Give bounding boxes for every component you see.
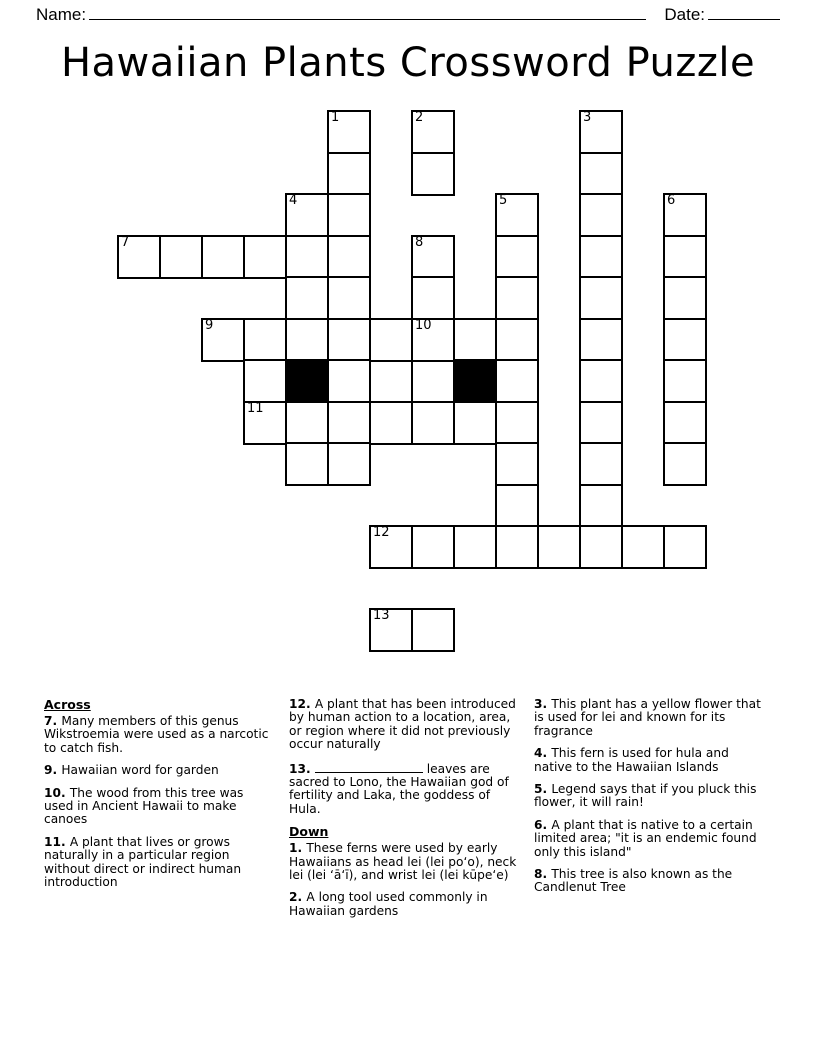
grid-cell[interactable] [327,401,371,445]
grid-block-cell [285,359,329,403]
clue-number: 5. [534,782,552,797]
clue-item [44,787,275,827]
grid-cell-number: 4 [289,193,298,208]
clue-item [44,764,275,777]
grid-cell[interactable] [663,193,707,237]
clue-text: A plant that has been introduced by human action to a location, area, or region where it did not previously occur naturally [289,697,516,752]
grid-cell[interactable] [411,318,455,362]
grid-cell[interactable] [495,318,539,362]
clue-item [289,842,520,882]
clue-number: 3. [534,697,552,711]
clue-number: 9. [44,763,62,778]
grid-cell[interactable] [495,401,539,445]
clue-text: This plant has a yellow flower that is used for lei and known for its fragrance [534,697,761,738]
clue-text: Hawaiian word for garden [61,763,219,778]
grid-cell[interactable] [411,608,455,652]
clue-item [534,783,765,810]
clue-number: 4. [534,746,552,761]
clue-text: A plant that lives or grows naturally in a particular region without direct or indirect human introduction [44,834,242,890]
grid-cell[interactable] [285,442,329,486]
grid-cell[interactable] [579,484,623,528]
grid-block-cell [453,359,497,403]
clue-text: This fern is used for hula and native to the Hawaiian Islands [534,746,729,774]
grid-cell[interactable] [495,442,539,486]
grid-cell-number: 6 [667,193,676,208]
grid-cell[interactable] [663,235,707,279]
grid-cell-number: 11 [247,400,264,416]
grid-cell[interactable] [327,276,371,320]
grid-cell-number: 7 [121,234,130,250]
grid-cell-number: 3 [583,110,592,125]
grid-cell[interactable] [411,525,455,569]
clue-number: 7. [44,714,62,728]
grid-cell[interactable] [117,235,161,279]
grid-cell[interactable] [327,318,371,362]
grid-cell-number: 9 [205,317,214,333]
grid-cell[interactable] [243,318,287,362]
grid-cell[interactable] [579,110,623,154]
clue-number: 2. [289,890,307,905]
clue-column-left [44,698,289,998]
clue-item [534,747,765,774]
clue-number: 8. [534,867,552,882]
clue-text: This tree is also known as the Candlenut Tree [534,867,733,895]
grid-cell[interactable] [663,318,707,362]
grid-cell[interactable] [369,608,413,652]
clue-number: 6. [534,817,552,832]
clue-text: The wood from this tree was used in Ancient Hawaii to make canoes [44,785,244,827]
clue-number: 10. [44,785,70,800]
grid-cell-number: 1 [331,110,340,125]
grid-cell[interactable] [579,193,623,237]
grid-cell[interactable] [327,152,371,196]
grid-cell[interactable] [243,401,287,445]
grid-cell[interactable] [411,401,455,445]
clue-text: A long tool used commonly in Hawaiian gardens [289,890,488,918]
grid-cell[interactable] [663,525,707,569]
grid-cell[interactable] [663,401,707,445]
clue-text: leaves are sacred to Lono, the Hawaiian god of fertility and Laka, the goddess of Hula. [289,761,509,816]
grid-cell[interactable] [579,318,623,362]
grid-cell[interactable] [579,235,623,279]
grid-cell[interactable] [411,276,455,320]
grid-cell[interactable] [495,525,539,569]
page-title: Hawaiian Plants Crossword Puzzle [60,40,756,86]
clue-column-middle [289,698,534,998]
grid-cell[interactable] [411,152,455,196]
grid-cell[interactable] [201,235,245,279]
grid-cell[interactable] [495,276,539,320]
clue-text: Legend says that if you pluck this flower, it will rain! [534,782,757,810]
grid-cell[interactable] [285,318,329,362]
clue-number: 13. [289,761,315,776]
grid-cell[interactable] [495,193,539,237]
grid-cell[interactable] [663,442,707,486]
clue-item [534,819,765,859]
grid-cell[interactable] [453,318,497,362]
grid-cell[interactable] [537,525,581,569]
grid-cell[interactable] [579,401,623,445]
clue-number: 1. [289,841,307,856]
clue-column-right [534,698,779,998]
clue-text: A plant that is native to a certain limited area; "it is an endemic found only this island" [534,817,757,859]
across-heading: Across [44,697,91,712]
grid-cell[interactable] [495,484,539,528]
grid-cell[interactable] [495,359,539,403]
clue-item [289,891,520,918]
clue-item [289,761,520,817]
grid-cell[interactable] [411,110,455,154]
grid-cell[interactable] [285,193,329,237]
grid-cell-number: 5 [499,193,508,208]
clue-item [44,715,275,755]
date-label: Date: [664,5,705,24]
grid-cell[interactable] [495,235,539,279]
clue-answer-blank[interactable] [315,761,423,773]
clues-container [44,698,780,998]
grid-cell[interactable] [411,235,455,279]
grid-cell-number: 10 [415,317,432,333]
grid-cell[interactable] [243,235,287,279]
grid-cell[interactable] [285,276,329,320]
grid-cell[interactable] [369,318,413,362]
grid-cell[interactable] [201,318,245,362]
grid-cell[interactable] [663,359,707,403]
grid-cell[interactable] [453,401,497,445]
clue-text: These ferns were used by early Hawaiians as head lei (lei po‘o), neck lei (lei ‘āʻī), and wrist lei (lei kūpe‘e) [289,841,517,883]
grid-cell[interactable] [327,442,371,486]
clue-number: 11. [44,834,70,849]
clue-text: Many members of this genus Wikstroemia were used as a narcotic to catch fish. [44,714,269,755]
grid-cell[interactable] [327,235,371,279]
grid-cell[interactable] [663,276,707,320]
grid-cell[interactable] [369,401,413,445]
name-label: Name: [36,5,87,24]
grid-cell[interactable] [285,401,329,445]
grid-cell[interactable] [579,276,623,320]
clue-item [534,868,765,895]
grid-cell-number: 2 [415,110,424,125]
grid-cell[interactable] [579,442,623,486]
grid-cell[interactable] [159,235,203,279]
grid-cell[interactable] [453,525,497,569]
grid-cell[interactable] [243,359,287,403]
clue-number: 12. [289,697,315,711]
grid-cell[interactable] [327,359,371,403]
grid-cell[interactable] [579,359,623,403]
grid-cell[interactable] [327,110,371,154]
grid-cell[interactable] [579,525,623,569]
grid-cell-number: 12 [373,525,390,540]
grid-cell[interactable] [579,152,623,196]
clue-item [289,698,520,752]
down-heading: Down [289,824,329,840]
grid-cell[interactable] [621,525,665,569]
clue-item [534,698,765,738]
grid-cell[interactable] [369,525,413,569]
grid-cell-number: 8 [415,234,424,250]
grid-cell[interactable] [411,359,455,403]
grid-cell[interactable] [327,193,371,237]
grid-cell-number: 13 [373,608,390,623]
clue-item [44,836,275,890]
grid-cell[interactable] [285,235,329,279]
